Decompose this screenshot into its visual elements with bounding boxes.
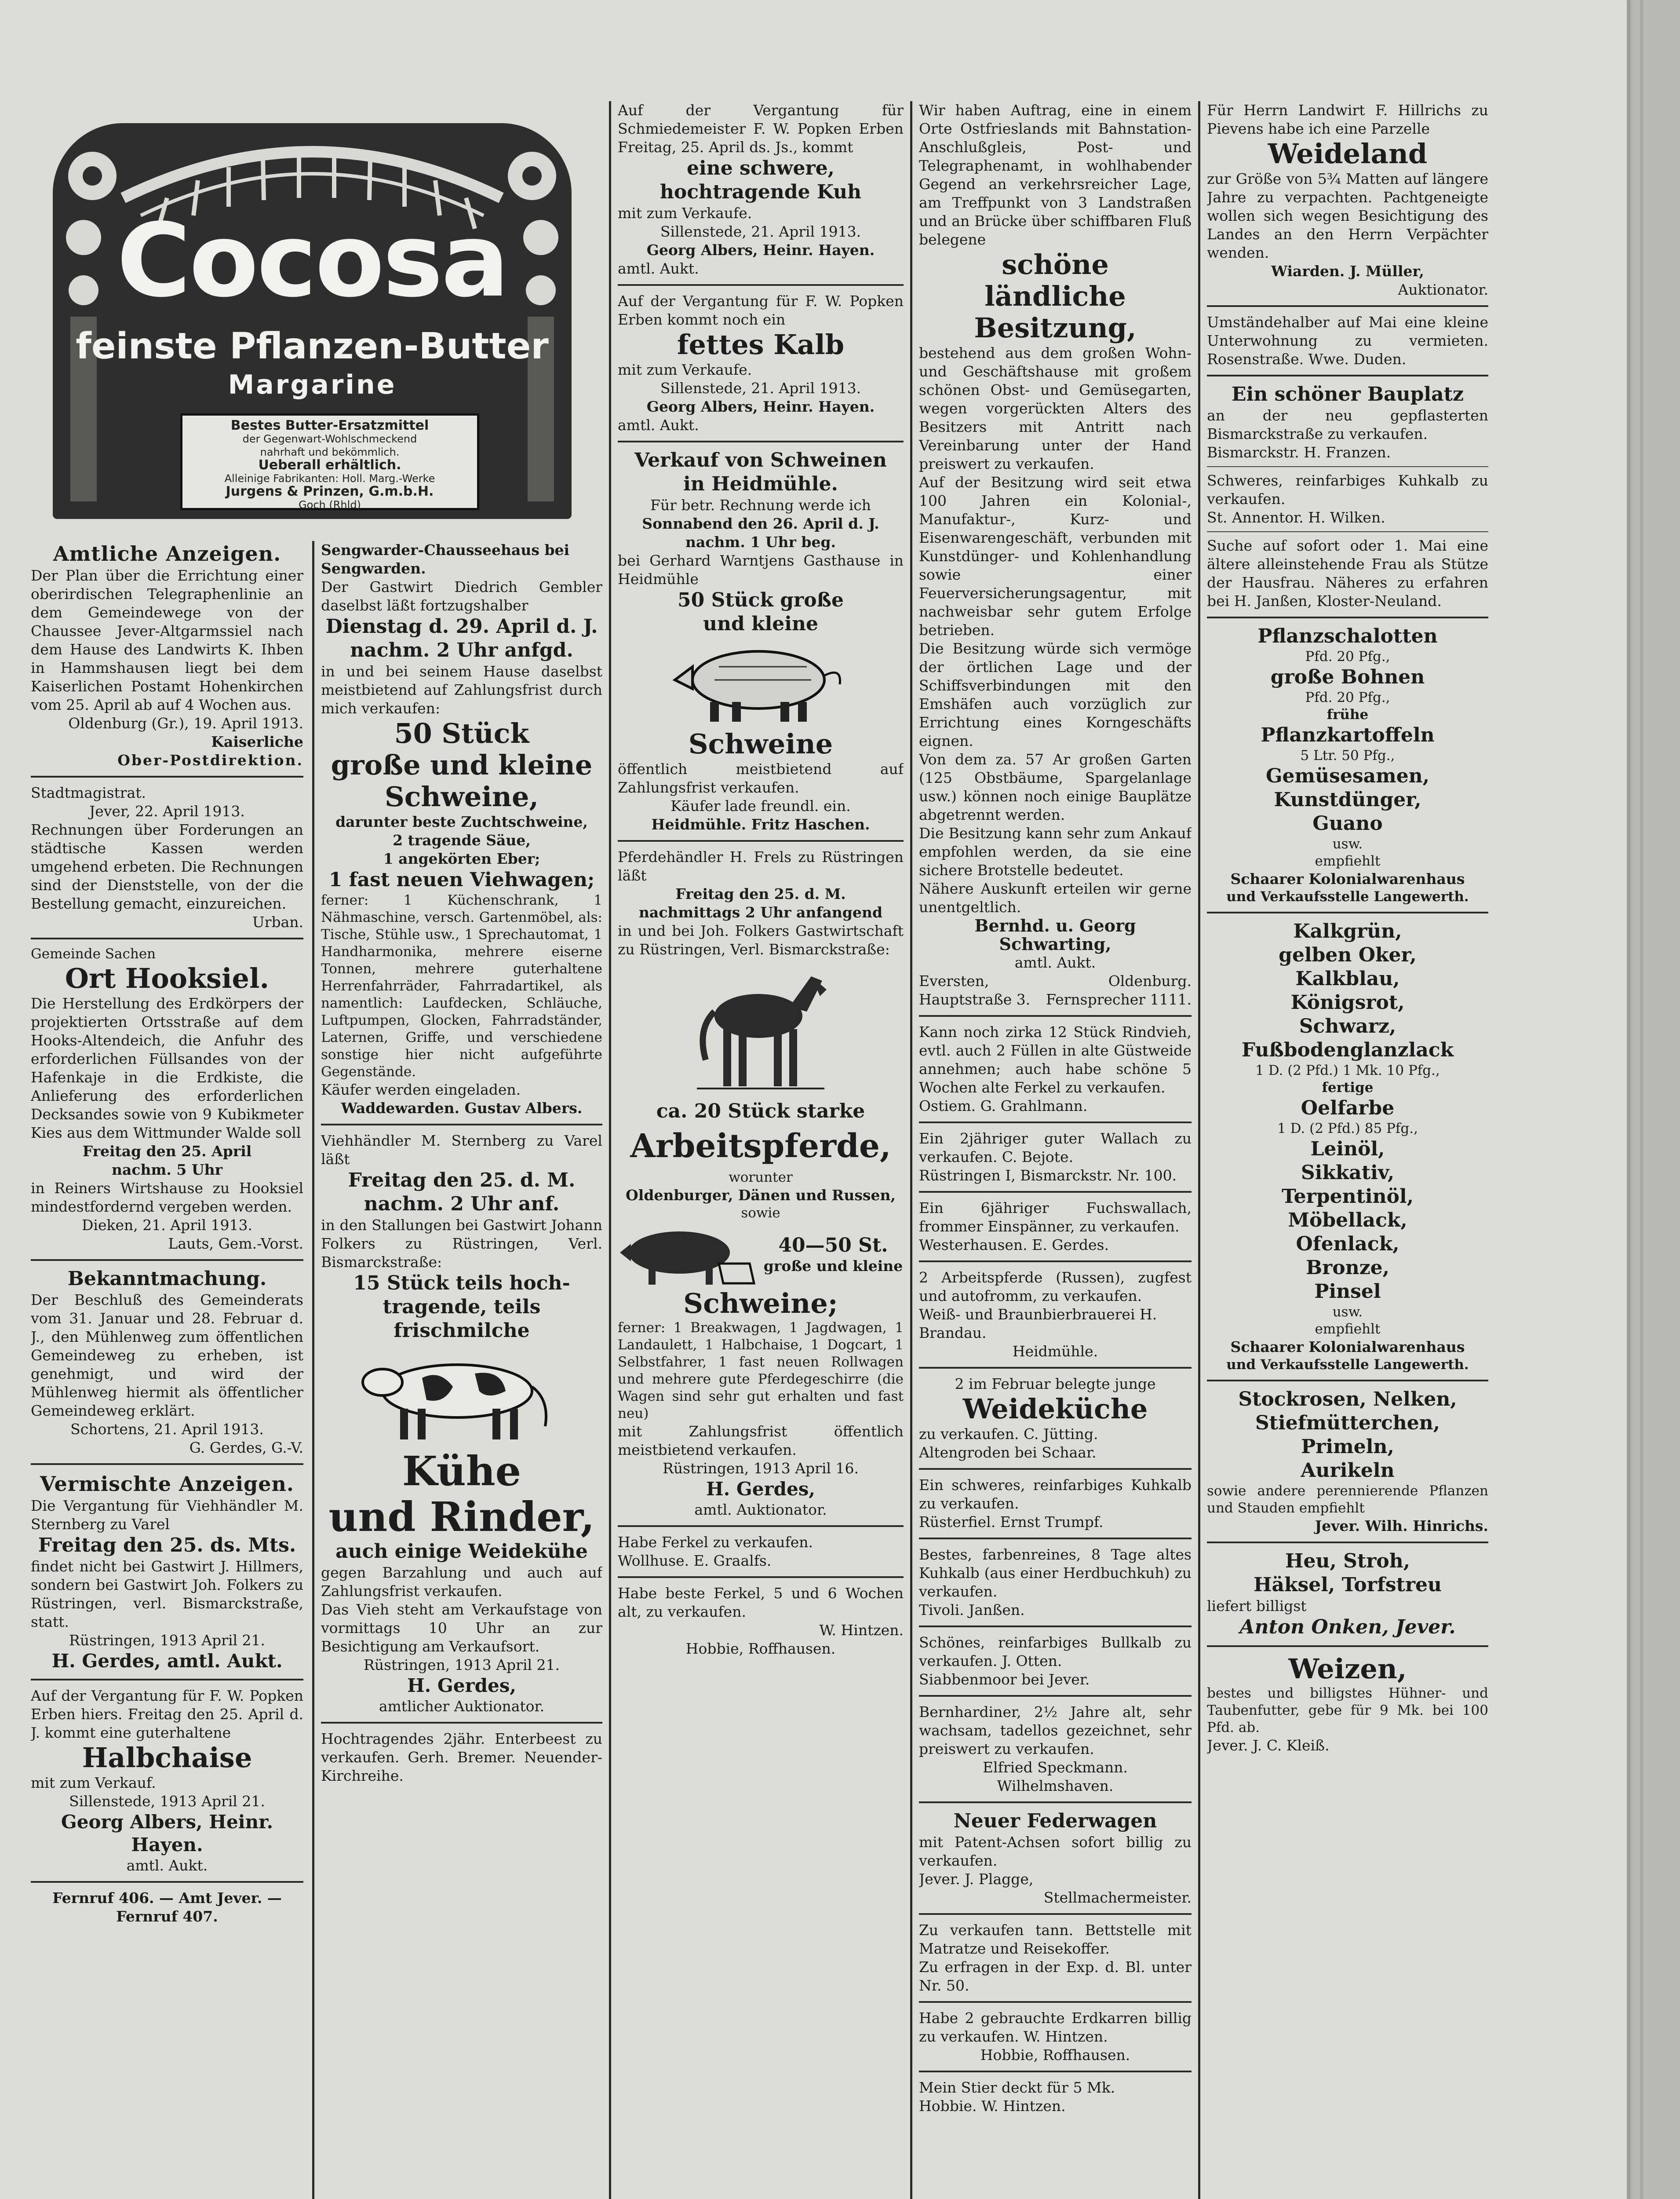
- ad-headline: und Rinder,: [328, 1493, 595, 1541]
- ad-date: Rüstringen, 1913 April 21.: [69, 1632, 266, 1649]
- ad-when: nachmittags 2 Uhr anfangend: [638, 904, 883, 921]
- ad-date: Rüstringen, 1913 April 21.: [363, 1656, 560, 1673]
- pig-row: [618, 1222, 904, 1288]
- divider: [618, 1525, 904, 1527]
- ad-text: Habe beste Ferkel, 5 und 6 Wochen alt, zu verkaufen.: [618, 1585, 904, 1620]
- ad-signature: Jever. Wilh. Hinrichs.: [1315, 1517, 1488, 1534]
- ad-text: usw.: [1332, 836, 1363, 852]
- ad-text: ferner: 1 Breakwagen, 1 Jagdwagen, 1 Landaulett, 1 Halbchaise, 1 Dogcart, 1 Selbstfahrer, 1 fast neuen Rollwagen und mehrere gute Pferdegeschirre (die Wagen sind sehr gut erhalten und fast neu): [618, 1320, 904, 1421]
- ad-when: nachm. 1 Uhr beg.: [685, 533, 836, 551]
- ad-signature: amtl. Aukt.: [126, 1857, 208, 1874]
- ad-text: ferner: 1 Küchenschrank, 1 Nähmaschine, versch. Gartenmöbel, als: Tische, Stühle usw., 1 Sprechautomat, 1 Handharmonika, mehrere eiserne Tonnen, mehrere guterhaltene Herrenfahrräder, Fahrradartikel, als namentlich: Laufdecken, Schläuche, Luftpumpen, Glocken, Fahrradständer, Laternen, Griffe, und verschiedene sonstige hier nicht aufgeführte Gegenstände.: [321, 892, 602, 1080]
- column-2: [321, 541, 602, 2199]
- ad-text: 2 Arbeitspferde (Russen), zugfest und autofromm, zu verkaufen.: [919, 1269, 1192, 1304]
- ad-signature: und Verkaufsstelle Langewerth.: [1226, 889, 1469, 905]
- ad-text: Für betr. Rechnung werde ich: [650, 497, 871, 514]
- ad-signature: H. Gerdes,: [407, 1675, 516, 1696]
- ad-heading: Stadtmagistrat.: [31, 784, 146, 801]
- ad-text: Habe Ferkel zu verkaufen.: [618, 1534, 813, 1551]
- ad-headline: auch einige Weidekühe: [335, 1540, 588, 1563]
- logo-box-line: Goch (Rhld): [299, 499, 361, 511]
- ad-line: darunter beste Zuchtschweine,: [335, 813, 588, 830]
- ad-text: in und bei Joh. Folkers Gastwirtschaft zu Rüstringen, Verl. Bismarckstraße:: [618, 922, 904, 958]
- ad-text: mit Patent-Achsen sofort billig zu verkaufen.: [919, 1834, 1192, 1869]
- ad-headline: Oelfarbe: [1301, 1097, 1395, 1119]
- ad-text: Umständehalber auf Mai eine kleine Unterwohnung zu vermieten. Rosenstraße. Wwe. Duden.: [1207, 314, 1488, 368]
- ad-signature: Wilhelmshaven.: [997, 1777, 1114, 1794]
- ad-signature: Altengroden bei Schaar.: [919, 1444, 1097, 1461]
- ad-signature: Hobbie, Roffhausen.: [685, 1640, 836, 1657]
- column-rule: [609, 101, 611, 2199]
- ad-signature: Georg Albers, Heinr. Hayen.: [646, 241, 875, 259]
- logo-box-line: Jurgens & Prinzen, G.m.b.H.: [226, 484, 434, 499]
- address-row: [919, 990, 1192, 1009]
- ad-headline: Arbeitspferde,: [630, 1127, 891, 1165]
- ad-text: sowie: [741, 1205, 780, 1221]
- logo-subtag: Margarine: [228, 369, 397, 400]
- ad-signature: Rüsterfiel. Ernst Trumpf.: [919, 1513, 1104, 1531]
- ad-text: usw.: [1332, 1304, 1363, 1320]
- ad-text: Schweres, reinfarbiges Kuhkalb zu verkaufen.: [1207, 472, 1488, 508]
- ad-text: Von dem za. 57 Ar großen Garten (125 Obstbäume, Spargelanlage usw.) können noch einige Bauplätze abgetrennt werden.: [919, 751, 1192, 823]
- ad-headline: Fußbodenglanzlack: [1241, 1039, 1454, 1061]
- ad-text: Der Gastwirt Diedrich Gembler daselbst läßt fortzugshalber: [321, 578, 602, 614]
- ad-text: in Reiners Wirtshause zu Hooksiel mindestfordernd vergeben werden.: [31, 1180, 303, 1215]
- ad-when: Freitag den 25. April: [82, 1143, 252, 1160]
- ad-text: Käufer werden eingeladen.: [321, 1081, 521, 1098]
- ad-date: Dieken, 21. April 1913.: [81, 1216, 253, 1234]
- ad-headline: große Bohnen: [1270, 666, 1425, 688]
- ad-when: nachm. 2 Uhr anf.: [364, 1193, 560, 1215]
- divider: [1207, 1541, 1488, 1543]
- ad-date: Sillenstede, 21. April 1913.: [660, 380, 861, 397]
- ad-headline: Weideküche: [962, 1393, 1148, 1425]
- ad-signature: amtl. Aukt.: [618, 260, 699, 277]
- ad-text: Nähere Auskunft erteilen wir gerne unentgeltlich.: [919, 880, 1192, 916]
- ad-signature: Heidmühle. Fritz Haschen.: [651, 816, 870, 833]
- ad-text: mit zum Verkauf.: [31, 1774, 156, 1791]
- ad-headline: fettes Kalb: [677, 329, 845, 361]
- cocosa-logo: [53, 123, 572, 519]
- ad-text: 2 im Februar belegte junge: [955, 1375, 1156, 1392]
- ad-text: Schönes, reinfarbiges Bullkalb zu verkaufen. J. Otten.: [919, 1634, 1192, 1669]
- ad-text: zu verkaufen. C. Jütting.: [919, 1425, 1098, 1443]
- pig-count: [763, 1234, 904, 1275]
- page-footer: Fernruf 406. — Amt Jever. — Fernruf 407.: [52, 1889, 282, 1925]
- ad-text: gegen Barzahlung und auch auf Zahlungsfrist verkaufen.: [321, 1564, 602, 1600]
- ad-signature: amtl. Auktionator.: [694, 1501, 827, 1518]
- ad-headline: schöne: [1002, 248, 1109, 281]
- column-rule: [1198, 101, 1200, 2199]
- ad-headline: Möbellack,: [1288, 1209, 1407, 1231]
- column-4: [919, 101, 1192, 2199]
- divider: [1207, 617, 1488, 618]
- logo-tagline: feinste Pflanzen-Butter: [76, 325, 549, 367]
- ad-text: Rechnungen über Forderungen an städtische Kassen werden umgehend erbeten. Die Rechnungen sind der Dienststelle, von der die Bestellung gemacht, einzureichen.: [31, 821, 303, 912]
- ad-text: Suche auf sofort oder 1. Mai eine ältere alleinstehende Frau als Stütze der Hausfrau. Näheres zu erfahren bei H. Janßen, Kloster-Neuland.: [1207, 537, 1488, 610]
- divider: [919, 1015, 1192, 1017]
- ad-headline: 50 Stück große: [678, 589, 844, 611]
- ad-text: bei Gerhard Warntjens Gasthause in Heidmühle: [618, 552, 904, 588]
- ad-line: 2 tragende Säue,: [393, 832, 531, 849]
- ad-headline: Stockrosen, Nelken,: [1238, 1388, 1457, 1410]
- ad-headline: Verkauf von Schweinen: [634, 449, 887, 471]
- ad-headline: Weideland: [1268, 138, 1428, 170]
- ad-signature: Wiarden. J. Müller,: [1271, 263, 1424, 280]
- ad-headline: Pflanzschalotten: [1257, 625, 1438, 647]
- ad-text: Hochtragendes 2jähr. Enterbeest zu verkaufen. Gerh. Bremer. Neuender-Kirchreihe.: [321, 1730, 602, 1784]
- ad-headline: 40—50 St.: [778, 1234, 888, 1257]
- divider: [618, 1576, 904, 1578]
- divider: [31, 1679, 303, 1680]
- ad-signature: St. Annentor. H. Wilken.: [1207, 509, 1385, 526]
- ad-signature: Schaarer Kolonialwarenhaus: [1230, 1338, 1465, 1355]
- ad-text: Auf der Vergantung für F. W. Popken Erben hiers. Freitag den 25. April d. J. kommt eine guterhaltene: [31, 1687, 303, 1741]
- ad-headline: Kalkblau,: [1295, 968, 1400, 990]
- cow-illustration-icon: [356, 1347, 567, 1444]
- ad-headline: Pflanzkartoffeln: [1261, 724, 1435, 746]
- divider: [618, 284, 904, 286]
- ad-text: frühe: [1327, 707, 1369, 723]
- ad-text: worunter: [729, 1169, 793, 1185]
- ad-text: Die Besitzung würde sich vermöge der örtlichen Lage und der Schiffsverbindungen mit den Emshäfen auch vorzüglich zur Errichtung eines Korngeschäfts eignen.: [919, 640, 1192, 749]
- divider: [31, 938, 303, 939]
- ad-headline: große und kleine: [763, 1257, 903, 1275]
- ad-text: Der Beschluß des Gemeinderats vom 31. Januar und 28. Februar d. J., den Mühlenweg zum öffentlichen Gemeindeweg zu erheben, ist genehmigt, und wird der Mühlenweg hiermit als öffentlicher Gemeindeweg erklärt.: [31, 1291, 303, 1419]
- ad-signature: Bismarckstr. H. Franzen.: [1207, 444, 1391, 461]
- ad-signature: Tivoli. Janßen.: [919, 1601, 1025, 1618]
- ad-text: Ein 6jähriger Fuchswallach, frommer Einspänner, zu verkaufen.: [919, 1199, 1192, 1235]
- ad-signature: Elfried Speckmann.: [982, 1759, 1128, 1776]
- address-row: [919, 972, 1192, 990]
- column-1: [31, 541, 303, 2199]
- ad-signature: Westerhausen. E. Gerdes.: [919, 1236, 1109, 1253]
- ad-date: Sillenstede, 21. April 1913.: [660, 223, 861, 240]
- ad-text: Wir haben Auftrag, eine in einem Orte Ostfrieslands mit Bahnstation-Anschlußgleis, Post- und Telegraphenamt, in wohlhabender Gegend an verkehrsreicher Lage, am Treffpunkt von 3 Landstraßen und an Brücke über schiffbaren Fluß belegene: [919, 102, 1192, 248]
- logo-wordmark: Cocosa: [117, 202, 508, 320]
- ad-address: Fernsprecher 1111.: [1046, 991, 1192, 1008]
- ad-signature: Georg Albers, Heinr. Hayen.: [61, 1811, 273, 1856]
- column-rule: [312, 541, 314, 2199]
- ad-line: 1 fast neuen Viehwagen;: [328, 869, 595, 891]
- ad-signature: Georg Albers, Heinr. Hayen.: [646, 398, 875, 415]
- ad-text: sowie andere perennierende Pflanzen und Stauden empfiehlt: [1207, 1483, 1488, 1516]
- ad-text: Ein schweres, reinfarbiges Kuhkalb zu verkaufen.: [919, 1476, 1192, 1512]
- ad-signature: Stellmachermeister.: [1043, 1889, 1192, 1906]
- ad-signature: G. Gerdes, G.-V.: [189, 1439, 303, 1456]
- ad-signature: Heidmühle.: [1012, 1343, 1098, 1360]
- column-3: [618, 101, 904, 2199]
- ad-text: öffentlich meistbietend auf Zahlungsfrist verkaufen.: [618, 760, 904, 796]
- ad-headline: 15 Stück teils hoch-: [353, 1272, 570, 1294]
- ad-signature: Hobbie. W. Hintzen.: [919, 2097, 1066, 2115]
- ad-signature: Anton Onken, Jever.: [1239, 1616, 1456, 1638]
- ad-headline: Gemüsesamen,: [1265, 765, 1430, 787]
- ad-headline: Guano: [1312, 812, 1383, 835]
- ad-when: Freitag den 25. d. M.: [348, 1169, 576, 1191]
- divider: [919, 2071, 1192, 2072]
- divider: [1207, 466, 1488, 467]
- ad-signature: Weiß- und Braunbierbrauerei H. Brandau.: [919, 1306, 1157, 1341]
- ad-headline: ca. 20 Stück starke: [656, 1100, 865, 1122]
- section-heading: Vermischte Anzeigen.: [40, 1472, 294, 1496]
- divider: [618, 441, 904, 442]
- ad-price: 5 Ltr. 50 Pfg.,: [1300, 748, 1395, 763]
- divider: [31, 1881, 303, 1883]
- ad-price: Pfd. 20 Pfg.,: [1305, 649, 1390, 665]
- ad-text: findet nicht bei Gastwirt J. Hillmers, sondern bei Gastwirt Joh. Folkers zu Rüstringen, verl. Bismarckstraße, statt.: [31, 1558, 303, 1630]
- ad-signature: Hobbie, Roffhausen.: [980, 2046, 1130, 2064]
- ad-signature: Rüstringen I, Bismarckstr. Nr. 100.: [919, 1167, 1177, 1184]
- ad-signature: Jever. J. C. Kleiß.: [1207, 1737, 1330, 1754]
- ad-text: Ein 2jähriger guter Wallach zu verkaufen. C. Bejote.: [919, 1130, 1192, 1165]
- ad-address: Oldenburg.: [1108, 972, 1192, 990]
- ad-text: mit zum Verkaufe.: [618, 205, 752, 222]
- ad-line: Oldenburger, Dänen und Russen,: [626, 1187, 896, 1204]
- ad-text: mit Zahlungsfrist öffentlich meistbietend verkaufen.: [618, 1423, 904, 1458]
- ad-date: Oldenburg (Gr.), 19. April 1913.: [68, 715, 303, 732]
- divider: [31, 776, 303, 778]
- ad-text: Viehhändler M. Sternberg zu Varel läßt: [321, 1132, 602, 1168]
- ad-headline: in Heidmühle.: [683, 473, 838, 495]
- ad-headline: Ofenlack,: [1296, 1233, 1399, 1255]
- ad-text: Bernhardiner, 2½ Jahre alt, sehr wachsam, tadellos gezeichnet, sehr preiswert zu verkaufen.: [919, 1703, 1192, 1757]
- divider: [919, 1367, 1192, 1369]
- ad-signature: Ober-Postdirektion.: [117, 752, 303, 769]
- ad-signature: Waddewarden. Gustav Albers.: [341, 1100, 583, 1117]
- ad-text: Pferdehändler H. Frels zu Rüstringen läßt: [618, 848, 904, 884]
- column-5: [1207, 101, 1488, 2199]
- divider: [919, 1260, 1192, 1262]
- ad-when: Dienstag d. 29. April d. J.: [325, 615, 598, 638]
- ad-text: Habe 2 gebrauchte Erdkarren billig zu verkaufen. W. Hintzen.: [919, 2009, 1192, 2045]
- ad-signature: Lauts, Gem.-Vorst.: [168, 1235, 303, 1252]
- ad-date: Rüstringen, 1913 April 16.: [662, 1460, 859, 1477]
- divider: [919, 1626, 1192, 1627]
- ad-headline: Aurikeln: [1301, 1459, 1395, 1482]
- divider: [31, 1259, 303, 1261]
- ad-text: fertige: [1322, 1080, 1374, 1096]
- ad-signature: Ostiem. G. Grahlmann.: [919, 1097, 1088, 1114]
- ad-text: Der Plan über die Errichtung einer oberirdischen Telegraphenlinie an dem Gemeindewege von der Chaussee Jever-Altgarmssiel nach dem Hause des Landwirts K. Ihben in Hammshausen liegt bei dem Kaiserlichen Postamt Hohenkirchen vom 25. April ab auf 4 Wochen aus.: [31, 567, 303, 713]
- ad-text: Mein Stier deckt für 5 Mk.: [919, 2079, 1115, 2096]
- ad-text: in und bei seinem Hause daselbst meistbietend auf Zahlungsfrist durch mich verkaufen:: [321, 663, 602, 717]
- logo-box-line: nahrhaft und bekömmlich.: [260, 446, 400, 458]
- ad-line: 1 angekörten Eber;: [383, 850, 540, 867]
- ad-headline: und kleine: [703, 613, 818, 635]
- ad-text: Käufer lade freundl. ein.: [671, 797, 851, 815]
- divider: [1207, 1380, 1488, 1381]
- ad-when: Sonnabend den 26. April d. J.: [642, 515, 879, 532]
- divider: [1207, 912, 1488, 913]
- ad-date: Jever, 22. April 1913.: [89, 803, 245, 820]
- divider: [1207, 305, 1488, 307]
- ad-signature: Wollhuse. E. Graalfs.: [618, 1552, 772, 1569]
- divider: [919, 1121, 1192, 1123]
- ad-text: Auf der Besitzung wird seit etwa 100 Jahren ein Kolonial-, Manufaktur-, Kurz- und Eisenwarengeschäft, verbunden mit Kunstdünger- und Kohlenhandlung sowie einer Feuerversicherungsagentur, mit nachweisbar sehr gutem Erfolge betrieben.: [919, 474, 1192, 639]
- ad-price: Pfd. 20 Pfg.,: [1305, 690, 1390, 705]
- divider: [618, 840, 904, 842]
- ad-signature: amtlicher Auktionator.: [379, 1698, 545, 1715]
- ad-address: Hauptstraße 3.: [919, 991, 1031, 1008]
- ad-headline: Königsrot,: [1290, 991, 1405, 1014]
- ad-headline: Ein schöner Bauplatz: [1232, 383, 1464, 405]
- ad-when: Freitag den 25. d. M.: [675, 885, 846, 902]
- ad-headline: ländliche Besitzung,: [974, 280, 1137, 344]
- ad-text: Das Vieh steht am Verkaufstage von vormittags 10 Uhr an zur Besichtigung am Verkaufsort.: [321, 1601, 602, 1655]
- ad-date: Schortens, 21. April 1913.: [70, 1421, 264, 1438]
- ad-headline: Schweine: [688, 728, 833, 760]
- ad-headline: Ort Hooksiel.: [65, 962, 270, 994]
- logo-box-line: Ueberall erhältlich.: [258, 457, 401, 473]
- ad-headline: Schweine,: [384, 781, 539, 813]
- ad-headline: Halbchaise: [82, 1742, 252, 1774]
- ad-text: zur Größe von 5¾ Matten auf längere Jahre zu verpachten. Pachtgeneigte wollen sich wegen Besichtigung des Landes an den Herrn Verpächter wenden.: [1207, 170, 1488, 261]
- logo-infobox: [180, 413, 479, 510]
- ad-headline: Neuer Federwagen: [953, 1810, 1157, 1832]
- divider: [321, 1722, 602, 1724]
- divider: [919, 1913, 1192, 1915]
- ad-text: Zu verkaufen tann. Bettstelle mit Matratze und Reisekoffer.: [919, 1921, 1192, 1957]
- ad-text: bestes und billigstes Hühner- und Taubenfutter, gebe für 9 Mk. bei 100 Pfd. ab.: [1207, 1685, 1488, 1735]
- divider: [1207, 375, 1488, 376]
- ad-signature: W. Hintzen.: [819, 1622, 904, 1639]
- ad-price: 1 D. (2 Pfd.) 1 Mk. 10 Pfg.,: [1255, 1063, 1440, 1078]
- logo-box-line: Bestes Butter-Ersatzmittel: [230, 418, 429, 433]
- page-edge: [1627, 0, 1630, 2199]
- ad-text: Kann noch zirka 12 Stück Rindvieh, evtl. auch 2 Füllen in alte Güstweide annehmen; auch habe schöne 5 Wochen alte Ferkel zu verkaufen.: [919, 1023, 1192, 1096]
- ad-headline: Bronze,: [1305, 1257, 1389, 1279]
- ad-signature: amtl. Aukt.: [1014, 954, 1096, 971]
- ad-text: in den Stallungen bei Gastwirt Johann Folkers zu Rüstringen, Verl. Bismarckstraße:: [321, 1216, 602, 1271]
- ad-when: Freitag den 25. ds. Mts.: [38, 1534, 296, 1556]
- ad-text: Auf der Vergantung für Schmiedemeister F. W. Popken Erben Freitag, 25. April ds. Js., kommt: [618, 102, 904, 156]
- divider: [919, 2001, 1192, 2003]
- divider: [1207, 531, 1488, 532]
- divider: [919, 1191, 1192, 1193]
- ad-kicker: Gemeinde Sachen: [31, 946, 156, 962]
- ad-text: mit zum Verkaufe.: [618, 361, 752, 378]
- ad-text: an der neu gepflasterten Bismarckstraße zu verkaufen.: [1207, 407, 1488, 442]
- ad-text: liefert billigst: [1207, 1597, 1307, 1615]
- ad-signature: Jever. J. Plagge,: [919, 1870, 1034, 1888]
- ad-headline: Schwarz,: [1299, 1015, 1396, 1037]
- ad-text: Für Herrn Landwirt F. Hillrichs zu Pievens habe ich eine Parzelle: [1207, 102, 1488, 137]
- ad-address: Eversten,: [919, 972, 989, 990]
- ad-signature: Siabbenmoor bei Jever.: [919, 1671, 1090, 1688]
- ad-text: Die Vergantung für Viehhändler M. Sternberg zu Varel: [31, 1497, 303, 1533]
- ad-signature: Kaiserliche: [211, 733, 303, 750]
- ad-headline: Leinöl,: [1310, 1138, 1385, 1160]
- ad-heading: Sengwarder-Chausseehaus bei Sengwarden.: [321, 541, 570, 577]
- ad-headline: Kunstdünger,: [1274, 789, 1421, 811]
- ad-text: Bestes, farbenreines, 8 Tage altes Kuhkalb (aus einer Herdbuchkuh) zu verkaufen.: [919, 1546, 1192, 1600]
- ad-headline: gelben Oker,: [1279, 944, 1417, 966]
- ad-signature: Urban.: [252, 913, 303, 931]
- ad-headline: Sikkativ,: [1301, 1162, 1395, 1184]
- ad-signature: Schaarer Kolonialwarenhaus: [1230, 870, 1465, 888]
- divider: [321, 1124, 602, 1125]
- column-rule: [910, 101, 912, 2199]
- divider: [919, 1801, 1192, 1803]
- ad-date: Sillenstede, 1913 April 21.: [69, 1793, 265, 1810]
- ad-text: empfiehlt: [1315, 1321, 1381, 1337]
- horse-illustration-icon: [688, 963, 833, 1095]
- ad-headline: Häksel, Torfstreu: [1253, 1574, 1442, 1596]
- ad-headline: Stiefmütterchen, Primeln,: [1255, 1412, 1440, 1458]
- ad-when: nachm. 5 Uhr: [112, 1161, 222, 1178]
- ad-signature: Auktionator.: [1398, 281, 1488, 298]
- divider: [919, 1695, 1192, 1697]
- ad-headline: Schweine;: [683, 1287, 838, 1319]
- pigs-illustration-icon: [618, 1222, 758, 1288]
- ad-signature: H. Gerdes, amtl. Aukt.: [51, 1650, 283, 1672]
- ad-text: empfiehlt: [1315, 853, 1381, 869]
- ad-text: bestehend aus dem großen Wohn- und Geschäftshause mit großem schönen Obst- und Gemüsegarten, wegen vorgerückten Alters des Besitzers mit Antritt nach Vereinbarung unter der Hand preiswert zu verkaufen.: [919, 344, 1192, 472]
- ad-headline: Kalkgrün,: [1293, 920, 1402, 942]
- page-edge: [1640, 0, 1644, 2199]
- section-heading: Amtliche Anzeigen.: [53, 542, 281, 566]
- divider: [1207, 1645, 1488, 1647]
- ad-signature: H. Gerdes,: [706, 1478, 815, 1500]
- logo-box-line: Alleinige Fabrikanten: Holl. Marg.-Werke: [224, 472, 435, 485]
- logo-box-line: der Gegenwart-Wohlschmeckend: [242, 433, 417, 445]
- ad-when: nachm. 2 Uhr anfgd.: [350, 639, 573, 661]
- divider: [31, 1463, 303, 1465]
- ad-signature: Bernhd. u. Georg Schwarting,: [974, 916, 1136, 954]
- ad-headline: Kühe: [402, 1447, 521, 1495]
- ad-headline: Pinsel: [1314, 1280, 1381, 1303]
- ad-text: Die Herstellung des Erdkörpers der projektierten Ortsstraße auf dem Hooks-Altendeich, die Anfuhr des erforderlichen Füllsandes von der Hafenkaje in die Erdkiste, die Anlieferung des erforderlichen Decksandes sowie von 9 Kubikmeter Kies aus dem Wittmunder Walde soll: [31, 995, 303, 1141]
- ad-headline: große und kleine: [331, 749, 593, 781]
- ad-headline: tragende, teils frischmilche: [383, 1296, 541, 1342]
- ad-headline: eine schwere, hochtragende Kuh: [660, 157, 862, 203]
- pig-illustration-icon: [666, 640, 855, 724]
- ad-headline: Weizen,: [1288, 1653, 1407, 1685]
- ad-text: Auf der Vergantung für F. W. Popken Erben kommt noch ein: [618, 292, 904, 328]
- ad-headline: Terpentinöl,: [1281, 1185, 1414, 1208]
- ad-price: 1 D. (2 Pfd.) 85 Pfg.,: [1277, 1121, 1418, 1136]
- ad-signature: und Verkaufsstelle Langewerth.: [1226, 1357, 1469, 1373]
- ad-text: Zu erfragen in der Exp. d. Bl. unter Nr. 50.: [919, 1958, 1192, 1994]
- divider: [919, 1468, 1192, 1470]
- ad-headline: Bekanntmachung.: [67, 1268, 267, 1290]
- ad-text: Die Besitzung kann sehr zum Ankauf empfohlen werden, da sie eine sichere Brotstelle bedeutet.: [919, 825, 1192, 879]
- ad-headline: 50 Stück: [394, 717, 529, 749]
- divider: [919, 1538, 1192, 1539]
- ad-signature: amtl. Aukt.: [618, 416, 699, 434]
- ad-headline: Heu, Stroh,: [1285, 1550, 1410, 1572]
